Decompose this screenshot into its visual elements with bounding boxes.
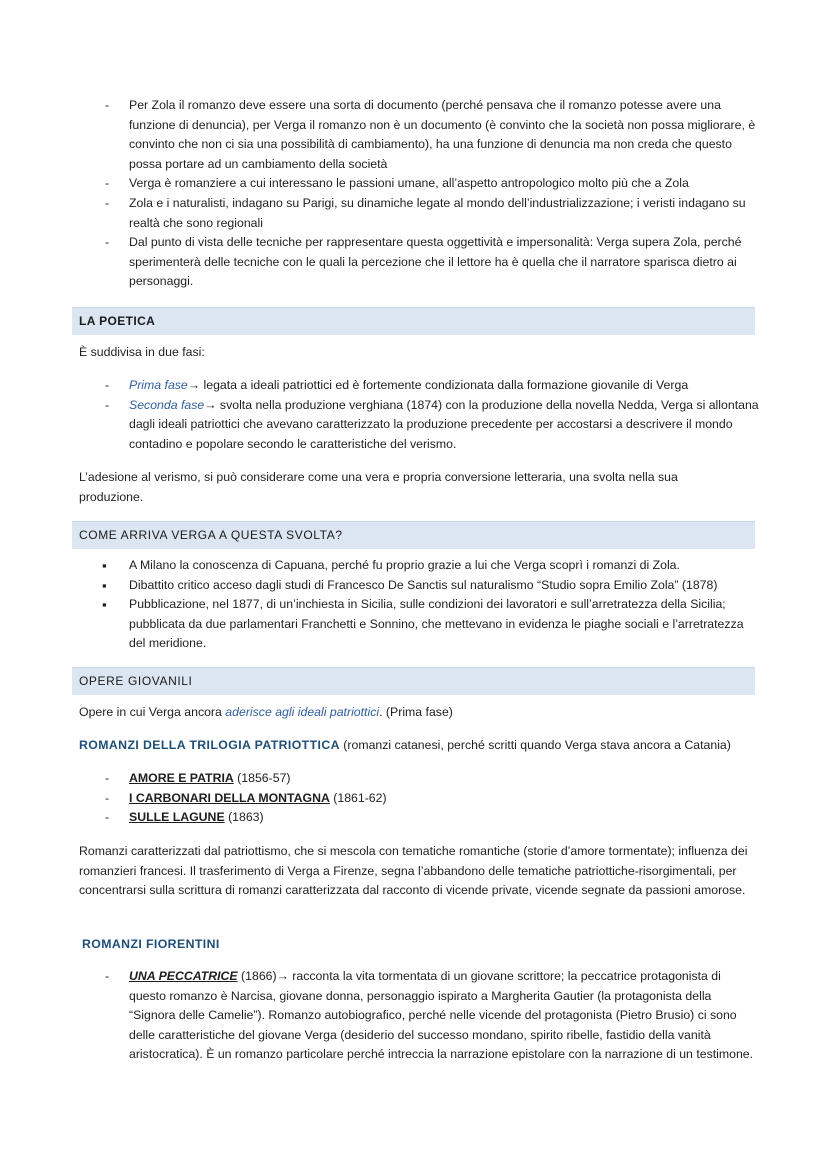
list-item: - Dal punto di vista delle tecniche per rappresentare questa oggettività e impersonalità: Verga supera Zola, perché sperimenterà delle tecniche con le quali la percezione che il lettore ha è quella che il narratore sparisca dietro ai personaggi. — [78, 233, 759, 292]
section-heading-poetica: LA POETICA — [72, 307, 755, 335]
list-item: ▪ Dibattito critico acceso dagli studi di Francesco De Sanctis sul naturalismo “Studio sopra Emilio Zola” (1878) — [78, 576, 759, 596]
novel-title: SULLE LAGUNE — [129, 810, 225, 825]
opere-intro-text: Opere in cui Verga ancora — [79, 705, 226, 719]
list-item — [78, 396, 759, 455]
arrow-icon: → — [276, 969, 289, 983]
list-item: - Verga è romanziere a cui interessano le passioni umane, all’aspetto antropologico molto più che a Zola — [78, 174, 759, 194]
list-item: ▪ Pubblicazione, nel 1877, di un’inchiesta in Sicilia, sulle condizioni dei lavoratori e sull’arretratezza della Sicilia; pubblicata da due parlamentari Franchetti e Sonnino, che mettevano in evidenza le piaghe sociali e l’arretratezza del meridione. — [78, 595, 759, 654]
poetica-conclusion: L’adesione al verismo, si può considerare come una vera e propria conversione letteraria, una svolta nella sua produzione. — [79, 470, 678, 504]
novel-years: (1866) — [237, 969, 277, 983]
novel-years: (1863) — [224, 810, 264, 825]
fiorentini-heading-text: ROMANZI FIORENTINI — [82, 937, 220, 951]
opere-intro — [79, 703, 751, 723]
list-item: - Per Zola il romanzo deve essere una sorta di documento (perché pensava che il romanzo potesse avere una funzione di denuncia), per Verga il romanzo non è un documento (è convinto che la società non possa migliorare, è convinto che non ci sia una possibilità di cambiamento), ha una funzione di denuncia ma non creda che questo possa portare ad un cambiamento della società — [78, 96, 759, 174]
phase-text: svolta nella produzione verghiana (1874) con la produzione della novella Nedda, Verga si allontana dagli ideali patriottici che avevano caratterizzato la produzione precedente per accostarsi a descrivere il mondo contadino e popolare secondo le caratteristiche del verismo. — [129, 397, 759, 451]
list-item — [78, 789, 759, 809]
list-item: - Zola e i naturalisti, indagano su Parigi, su dinamiche legate al mondo dell’industrializzazione; i veristi indagano su realtà che sono regionali — [78, 194, 759, 233]
novel-title: AMORE E PATRIA — [129, 771, 234, 785]
phase-label: Seconda fase — [129, 397, 205, 412]
novel-years: (1861-62) — [329, 790, 387, 805]
arrow-icon: → — [204, 397, 217, 412]
opere-intro-emphasis: aderisce agli ideali patriottici — [225, 705, 380, 719]
list-item: ▪ A Milano la conoscenza di Capuana, perché fu proprio grazie a lui che Verga scoprì i romanzi di Zola. — [78, 556, 759, 576]
trilogia-list — [0, 769, 828, 828]
list-item — [78, 967, 759, 1065]
phase-text: legata a ideali patriottici ed è fortemente condizionata dalla formazione giovanile di Verga — [200, 378, 689, 392]
poetica-intro: È suddivisa in due fasi: — [79, 345, 205, 359]
novel-title: I CARBONARI DELLA MONTAGNA — [129, 790, 330, 805]
novel-years: (1856-57) — [233, 771, 291, 785]
phase-list — [0, 376, 828, 454]
trilogia-heading-line — [79, 736, 751, 756]
list-item — [78, 769, 759, 789]
list-item — [78, 376, 759, 396]
opere-intro-suffix: . (Prima fase) — [379, 705, 453, 719]
phase-label: Prima fase — [129, 378, 188, 392]
section-heading-svolta: COME ARRIVA VERGA A QUESTA SVOLTA? — [72, 521, 755, 549]
trilogia-note: (romanzi catanesi, perché scritti quando Verga stava ancora a Catania) — [339, 738, 731, 752]
svolta-list — [0, 556, 828, 654]
trilogia-description: Romanzi caratterizzati dal patriottismo, che si mescola con tematiche romantiche (storie d’amore tormentate); influenza dei romanzieri francesi. Il trasferimento di Verga a Firenze, segna l’abbandono delle tematiche patriottiche-risorgimentali, per concentrarsi sulla scrittura di romanzi caratterizzata dal racconto di vicende private, vicende segnate da passioni amorose. — [79, 844, 748, 898]
list-item — [78, 808, 759, 828]
intro-bullet-list — [0, 96, 828, 292]
novel-title: UNA PECCATRICE — [129, 969, 238, 983]
fiorentini-list — [0, 967, 828, 1065]
fiorentini-heading — [82, 935, 754, 955]
trilogia-heading: ROMANZI DELLA TRILOGIA PATRIOTTICA — [79, 738, 340, 752]
arrow-icon: → — [187, 378, 201, 392]
novel-description: racconta la vita tormentata di un giovane scrittore; la peccatrice protagonista di questo romanzo è Narcisa, giovane donna, personaggio ispirato a Margherita Gautier (la protagonista della “Signora delle Camelie”). Romanzo autobiografico, perché nelle vicende del protagonista (Pietro Brusio) ci sono delle caratteristiche del giovane Verga (desiderio del successo mondano, spirito ribelle, fastidio della vanità aristocratica). È un romanzo particolare perché intreccia la narrazione epistolare con la narrazione di un testimone. — [129, 969, 754, 1062]
section-heading-opere: OPERE GIOVANILI — [72, 667, 755, 695]
